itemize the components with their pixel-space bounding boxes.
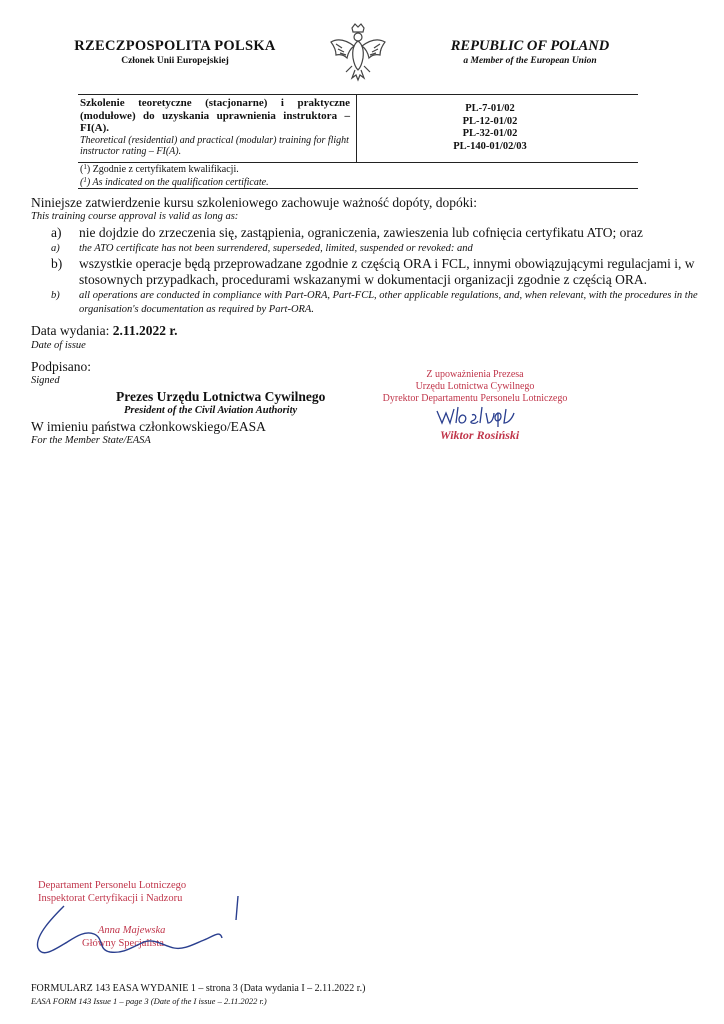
specialist-title: Główny Specjalista	[82, 938, 164, 949]
validity-intro-pl: Niniejsze zatwierdzenie kursu szkoleniowego zachowuje ważność dopóty, dopóki:	[31, 195, 477, 210]
country-title-pl: RZECZPOSPOLITA POLSKA	[74, 38, 276, 54]
footnote-en: ($^1$) As indicated on the qualification certificate.	[80, 176, 269, 188]
eu-member-pl: Członek Unii Europejskiej	[121, 56, 229, 66]
form-footer-en: EASA FORM 143 Issue 1 – page 3 (Date of the I issue – 2.11.2022 r.)	[31, 996, 267, 1006]
training-codes	[400, 103, 580, 153]
signed-label-en: Signed	[31, 375, 60, 386]
item-text-pl: wszystkie operacje będą przeprowadzane zgodnie z częścią ORA i FCL, innymi obowiązującymi regulacjami i, w stosownych przypadkach, procedurami wskazanymi w dokumentacji organizacji zgodnie z częścią ORA.	[79, 256, 695, 287]
training-title-en: Theoretical (residential) and practical (modular) training for flight instructor rating – FI(A).	[80, 134, 349, 157]
signed-label-pl: Podpisano:	[31, 359, 92, 374]
issue-date-value: 2.11.2022 r.	[112, 323, 178, 338]
form-footer-pl: FORMULARZ 143 EASA WYDANIE 1 – strona 3 (Data wydania I – 2.11.2022 r.)	[31, 983, 366, 994]
footnote-mark: 1	[83, 163, 87, 171]
footnote-pl: ($^1$) Zgodnie z certyfikatem kwalifikacji.	[80, 163, 239, 175]
stamp-line: Z upoważnienia Prezesa	[426, 369, 524, 380]
issue-date-label: Data wydania:	[31, 323, 110, 338]
list-item	[31, 289, 701, 317]
eu-member-en: a Member of the European Union	[463, 56, 597, 66]
stamp-line: Departament Personelu Lotniczego	[38, 880, 187, 891]
table-bottom-rule	[78, 188, 638, 189]
member-state-pl: W imieniu państwa członkowskiego/EASA	[31, 419, 266, 434]
table-top-rule	[78, 94, 638, 95]
training-description	[80, 97, 350, 158]
list-item	[31, 225, 701, 241]
training-code: PL-12-01/02	[462, 115, 518, 127]
stamp-line: Dyrektor Departamentu Personelu Lotniczego	[382, 393, 568, 404]
list-item	[31, 256, 701, 288]
member-state-en: For the Member State/EASA	[31, 435, 151, 446]
authority-en: President of the Civil Aviation Authority	[124, 405, 298, 416]
director-signature	[432, 399, 552, 429]
item-text-en: all operations are conducted in compliance with Part-ORA, Part-FCL, other applicable regulations, and, when relevant, with the procedures in the organisation's documentation as required by Part-ORA.	[79, 290, 698, 315]
issue-date-label-en: Date of issue	[31, 340, 86, 351]
header-left	[70, 38, 280, 66]
training-code: PL-140-01/02/03	[453, 140, 527, 152]
stamp-line: Inspektorat Certyfikacji i Nadzoru	[38, 893, 183, 904]
training-code: PL-32-01/02	[462, 128, 518, 139]
country-title-en: REPUBLIC OF POLAND	[450, 38, 610, 54]
item-label: b)	[51, 256, 63, 271]
header-right	[440, 38, 620, 66]
director-name: Wiktor Rosiński	[440, 428, 520, 442]
validity-intro-en: This training course approval is valid as long as:	[31, 211, 239, 222]
item-text-pl: nie dojdzie do zrzeczenia się, zastąpienia, ograniczenia, zawieszenia lub cofnięcia certyfikatu ATO; oraz	[79, 225, 643, 240]
specialist-signature	[24, 886, 244, 966]
stamp-line: Urzędu Lotnictwa Cywilnego	[415, 381, 535, 392]
issue-date	[31, 323, 701, 339]
footnote-mark: 1	[83, 176, 87, 184]
polish-eagle-icon	[328, 22, 388, 84]
item-label: b)	[51, 290, 60, 301]
training-title-pl: Szkolenie teoretyczne (stacjonarne) i praktyczne (modułowe) do uzyskania uprawnienia instruktora – FI(A).	[80, 97, 350, 134]
list-item	[31, 242, 701, 256]
table-divider	[356, 94, 357, 162]
specialist-name: Anna Majewska	[98, 925, 166, 936]
item-label: a)	[51, 225, 62, 240]
item-text-en: the ATO certificate has not been surrendered, superseded, limited, suspended or revoked: and	[79, 243, 473, 254]
item-label: a)	[51, 243, 60, 254]
training-code: PL-7-01/02	[465, 103, 515, 114]
authority-pl: Prezes Urzędu Lotnictwa Cywilnego	[116, 389, 326, 404]
